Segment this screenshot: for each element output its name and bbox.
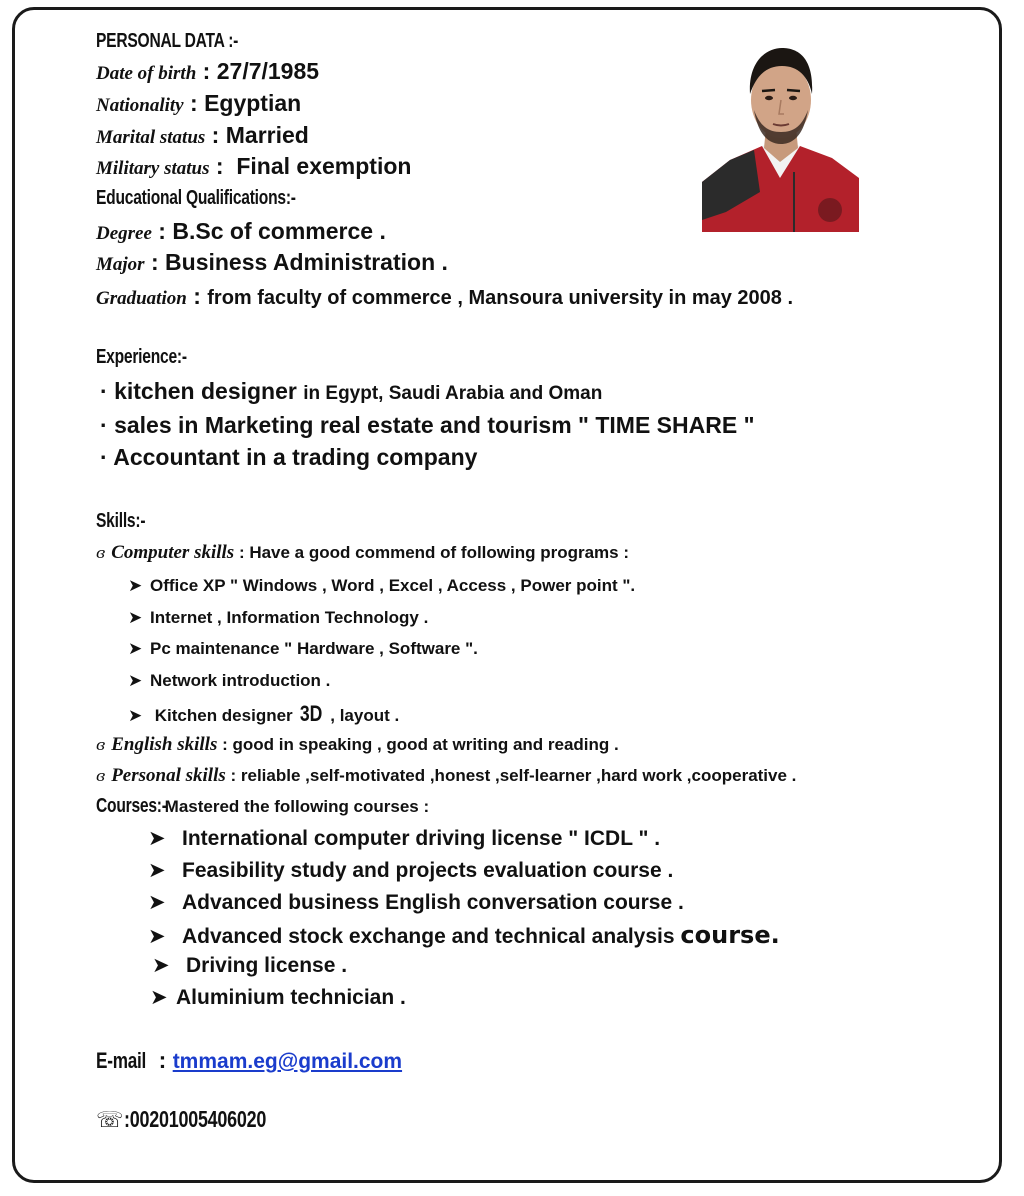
military-row: Military status : Final exemption: [96, 153, 412, 179]
personal-skills-value: : reliable ,self-motivated ,honest ,self-learner ,hard work ,cooperative .: [230, 766, 797, 785]
portrait-image: [702, 42, 859, 232]
english-skills-value: : good in speaking , good at writing and reading .: [222, 735, 619, 754]
graduation-value: from faculty of commerce , Mansoura university in may 2008 .: [207, 287, 794, 309]
course-item: ➤ Advanced stock exchange and technical analysis course.: [148, 921, 780, 949]
arrow-bullet-icon: ➤: [148, 858, 166, 882]
arrow-bullet-icon: ➤: [128, 576, 143, 596]
curl-bullet-icon: ɞ: [96, 736, 106, 754]
marital-row: Marital status : Married: [96, 122, 309, 148]
courses-heading: Courses:-: [96, 795, 167, 817]
english-skills-row: [96, 734, 619, 756]
experience-heading: Experience:-: [96, 346, 187, 368]
graduation-label: Graduation: [96, 288, 187, 309]
major-label: Major: [96, 254, 145, 275]
nationality-value: Egyptian: [204, 90, 302, 116]
kitchen-skill-item: ➤ Kitchen designer 3D , layout .: [128, 701, 400, 726]
degree-row: Degree : B.Sc of commerce .: [96, 218, 386, 244]
arrow-bullet-icon: ➤: [148, 826, 166, 850]
major-value: Business Administration .: [165, 249, 448, 275]
degree-value: B.Sc of commerce .: [172, 218, 386, 244]
military-label: Military status: [96, 158, 210, 179]
computer-skills-value: : Have a good commend of following programs :: [238, 543, 630, 562]
arrow-bullet-icon: ➤: [150, 985, 168, 1009]
arrow-bullet-icon: ➤: [128, 671, 143, 691]
education-heading: Educational Qualifications:-: [96, 187, 296, 209]
email-link[interactable]: tmmam.eg@gmail.com: [172, 1050, 403, 1073]
english-skills-label: English skills: [111, 734, 218, 755]
computer-skills-label: Computer skills: [111, 542, 235, 563]
computer-skill-item: ➤ Network introduction .: [128, 671, 331, 691]
courses-heading-row: [96, 795, 429, 818]
arrow-bullet-icon: ➤: [128, 608, 143, 628]
course-item: ➤ Driving license .: [152, 953, 348, 977]
personal-data-heading: PERSONAL DATA :-: [96, 30, 239, 52]
nationality-row: Nationality : Egyptian: [96, 90, 302, 116]
arrow-bullet-icon: ➤: [128, 639, 143, 659]
dob-value: 27/7/1985: [216, 58, 320, 84]
phone-value: :00201005406020: [123, 1106, 266, 1132]
courses-intro: Mastered the following courses :: [164, 797, 430, 816]
email-row: E-mail : tmmam.eg@gmail.com: [96, 1047, 403, 1073]
arrow-bullet-icon: ➤: [128, 706, 143, 726]
email-label: E-mail: [96, 1048, 147, 1073]
computer-skill-item: ➤ Pc maintenance " Hardware , Software ".: [128, 639, 478, 659]
graduation-row: Graduation : from faculty of commerce , Mansoura university in may 2008 .: [96, 283, 794, 309]
dob-label: Date of birth: [96, 63, 197, 84]
phone-row: [96, 1106, 306, 1133]
nationality-label: Nationality: [96, 95, 184, 116]
experience-item-1: · kitchen designer in Egypt, Saudi Arabia and Oman: [100, 378, 603, 404]
bullet-icon: ·: [100, 378, 108, 404]
bullet-icon: ·: [100, 444, 108, 470]
dob-row: Date of birth : 27/7/1985: [96, 58, 320, 84]
arrow-bullet-icon: ➤: [148, 890, 166, 914]
course-item: ➤ Aluminium technician .: [150, 985, 406, 1009]
computer-skill-item: ➤ Internet , Information Technology .: [128, 608, 429, 628]
marital-label: Marital status: [96, 127, 206, 148]
personal-skills-label: Personal skills: [111, 765, 226, 786]
bullet-icon: ·: [100, 412, 108, 438]
experience-item-3: · Accountant in a trading company: [100, 444, 478, 470]
marital-value: Married: [225, 122, 309, 148]
phone-icon: ☏: [96, 1108, 124, 1133]
experience-item-2: · sales in Marketing real estate and tourism " TIME SHARE ": [100, 412, 755, 438]
arrow-bullet-icon: ➤: [148, 924, 166, 948]
military-value: Final exemption: [236, 153, 412, 179]
personal-skills-row: [96, 765, 796, 787]
curl-bullet-icon: ɞ: [96, 544, 106, 562]
course-item: ➤ Feasibility study and projects evaluation course .: [148, 858, 674, 882]
profile-photo: [702, 42, 859, 232]
curl-bullet-icon: ɞ: [96, 767, 106, 785]
major-row: Major : Business Administration .: [96, 249, 448, 275]
course-item: ➤ International computer driving license " ICDL " .: [148, 826, 661, 850]
computer-skills-row: [96, 542, 629, 564]
degree-label: Degree: [96, 223, 152, 244]
skills-heading: Skills:-: [96, 510, 146, 532]
computer-skill-item: ➤ Office XP " Windows , Word , Excel , Access , Power point ".: [128, 576, 636, 596]
course-item: ➤ Advanced business English conversation course .: [148, 890, 684, 914]
arrow-bullet-icon: ➤: [152, 953, 170, 977]
